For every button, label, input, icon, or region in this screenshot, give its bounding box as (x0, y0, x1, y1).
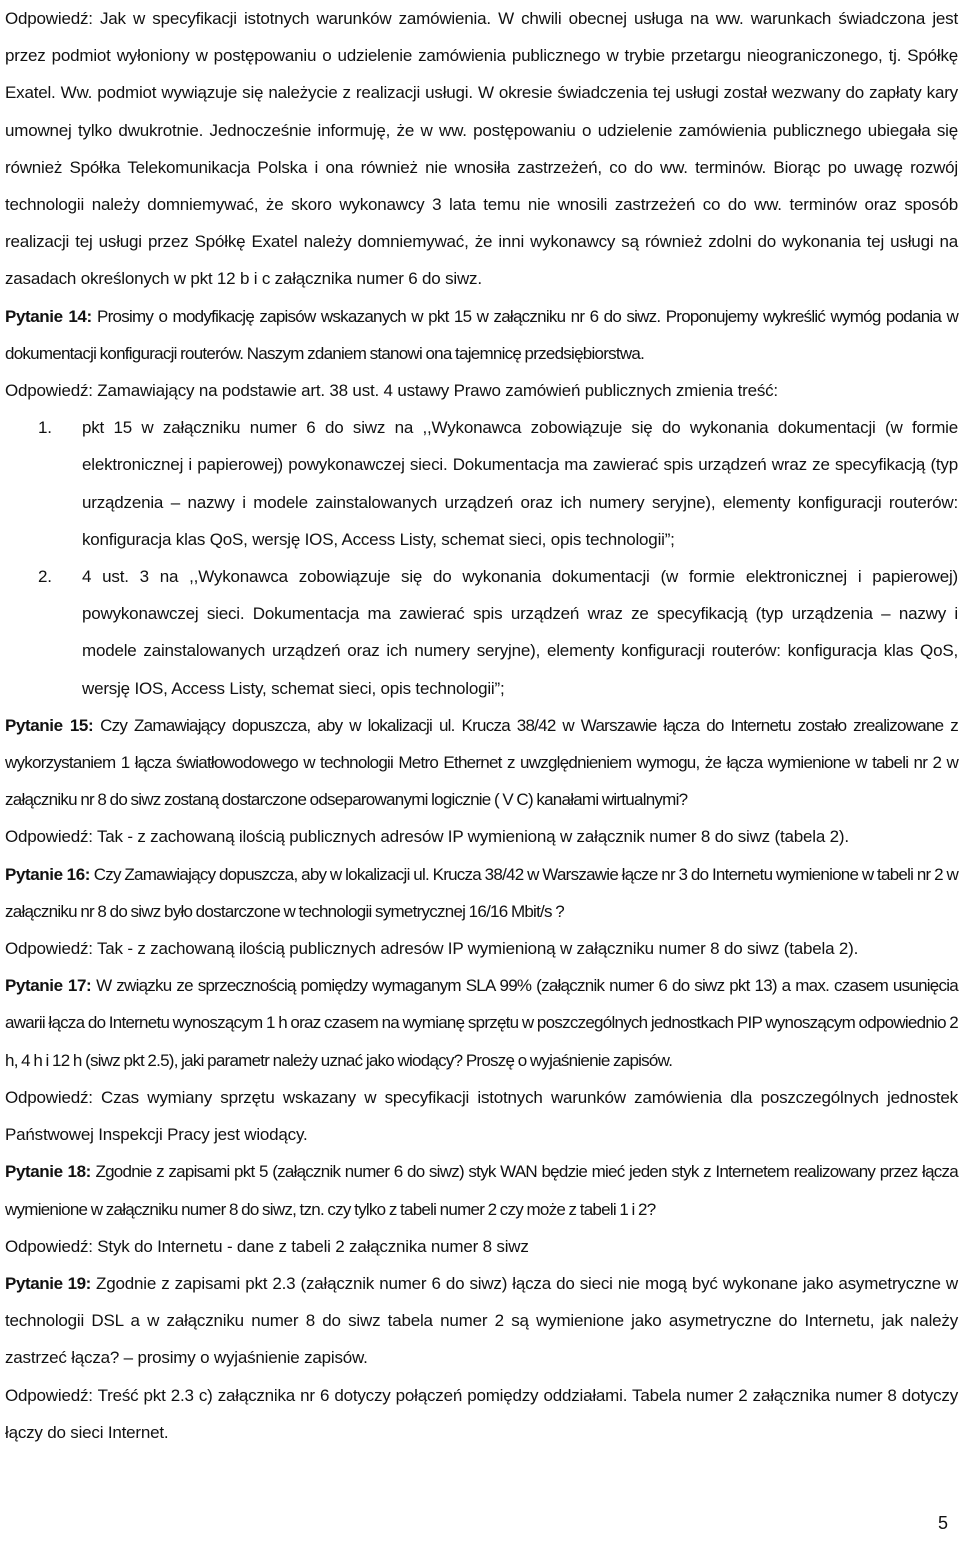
intro-answer-paragraph: Odpowiedź: Jak w specyfikacji istotnych warunków zamówienia. W chwili obecnej usługa na ww. warunkach świadczona jest przez podmiot wyłoniony w postępowaniu o udzielenie zamówienia publicznego w trybie przetargu nieograniczonego, tj. Spółkę Exatel. Ww. podmiot wywiązuje się należycie z realizacji usługi. W okresie świadczenia tej usługi został wezwany do zapłaty kary umownej tylko dwukrotnie. Jednocześnie informuję, że w ww. postępowaniu o udzielenie zamówienia publicznego ubiegała się również Spółka Telekomunikacja Polska i ona również nie wnosiła zastrzeżeń, co do ww. terminów. Biorąc po uwagę rozwój technologii należy domniemywać, że skoro wykonawcy 3 lata temu nie wnosili zastrzeżeń co do ww. terminów oraz sposób realizacji tej usługi przez Spółkę Exatel należy domniemywać, że inni wykonawcy są również zdolni do wykonania tej usługi na zasadach określonych w pkt 12 b i c załącznika numer 6 do siwz. (5, 9, 958, 289)
answer-14: Odpowiedź: Zamawiający na podstawie art. 38 ust. 4 ustawy Prawo zamówień publicznych zmienia treść: (5, 381, 778, 401)
question-15 (5, 707, 958, 819)
amendment-list-item-1 (5, 409, 958, 558)
answer-19: Odpowiedź: Treść pkt 2.3 c) załącznika nr 6 dotyczy połączeń pomiędzy oddziałami. Tabela numer 2 załącznika numer 8 dotyczy łączy do sieci Internet. (5, 1385, 958, 1442)
question-14 (5, 298, 958, 372)
list-number-2: 2. (38, 567, 52, 587)
question-15-text: Czy Zamawiający dopuszcza, aby w lokalizacji ul. Krucza 38/42 w Warszawie łącza do Internetu zostało zrealizowane z wykorzystaniem 1 łącza światłowodowego w technologii Metro Ethernet z uwzględnieniem wymogu, że łącza wymienione w tabeli nr 2 w załączniku nr 8 do siwz zostaną dostarczone odseparowanymi logicznie ( V C) kanałami wirtualnymi? (5, 715, 958, 810)
amendment-list-item-2 (5, 558, 958, 707)
page-number: 5 (937, 1513, 948, 1533)
answer-17: Odpowiedź: Czas wymiany sprzętu wskazany w specyfikacji istotnych warunków zamówienia dla poszczególnych jednostek Państwowej Inspekcji Pracy jest wiodący. (5, 1087, 958, 1145)
answer-15: Odpowiedź: Tak - z zachowaną ilością publicznych adresów IP wymienioną w załącznik numer 8 do siwz (tabela 2). (5, 827, 849, 847)
question-18 (5, 1153, 958, 1227)
question-19-label: Pytanie 19: (5, 1273, 91, 1293)
answer-16: Odpowiedź: Tak - z zachowaną ilością publicznych adresów IP wymienioną w załączniku numer 8 do siwz (tabela 2). (5, 939, 859, 959)
question-17-text: W związku ze sprzecznością pomiędzy wymaganym SLA 99% (załącznik numer 6 do siwz pkt 13) a max. czasem usunięcia awarii łącza do Internetu wynoszącym 1 h oraz czasem na wymianę sprzętu w poszczególnych jednostkach PIP wynoszącym odpowiednio 2 h, 4 h i 12 h (siwz pkt 2.5), jaki parametr należy uznać jako wiodący? Proszę o wyjaśnienie zapisów. (5, 976, 958, 1070)
question-18-label: Pytanie 18: (5, 1162, 91, 1182)
document-page (5, 0, 958, 1451)
question-16 (5, 856, 958, 930)
question-19 (5, 1265, 958, 1377)
question-16-label: Pytanie 16: (5, 864, 91, 884)
list-item-1-text: pkt 15 w załączniku numer 6 do siwz na ,,Wykonawca zobowiązuje się do wykonania dokumentacji (w formie elektronicznej i papierowej) powykonawczej sieci. Dokumentacja ma zawierać spis urządzeń wraz ze specyfikacją (typ urządzenia – nazwy i modele zainstalowanych urządzeń oraz ich numery seryjne), elementy konfiguracji routerów: konfiguracja klas QoS, wersję IOS, Access Listy, schemat sieci, opis technologii”; (82, 418, 958, 549)
question-14-label: Pytanie 14: (5, 306, 92, 326)
question-17-label: Pytanie 17: (5, 976, 92, 996)
question-16-text: Czy Zamawiający dopuszcza, aby w lokalizacji ul. Krucza 38/42 w Warszawie łącze nr 3 do Internetu wymienione w tabeli nr 2 w załączniku nr 8 do siwz było dostarczone w technologii symetrycznej 16/16 Mbit/s ? (5, 864, 958, 921)
question-19-text: Zgodnie z zapisami pkt 2.3 (załącznik numer 6 do siwz) łącza do sieci nie mogą być wykonane jako asymetryczne w technologii DSL a w załączniku numer 8 do siwz tabela numer 2 są wymienione jako asymetryczne do Internetu, jak należy zastrzeć łącza? – prosimy o wyjaśnienie zapisów. (5, 1273, 958, 1368)
answer-18: Odpowiedź: Styk do Internetu - dane z tabeli 2 załącznika numer 8 siwz (5, 1236, 529, 1256)
question-17 (5, 967, 958, 1079)
list-item-2-text: 4 ust. 3 na ,,Wykonawca zobowiązuje się do wykonania dokumentacji (w formie elektronicznej i papierowej) powykonawczej sieci. Dokumentacja ma zawierać spis urządzeń wraz ze specyfikacją (typ urządzenia – nazwy i modele zainstalowanych urządzeń oraz ich numery seryjne), elementy konfiguracji routerów: konfiguracja klas QoS, wersję IOS, Access Listy, schemat sieci, opis technologii”; (82, 567, 958, 698)
question-14-text: Prosimy o modyfikację zapisów wskazanych w pkt 15 w załączniku nr 6 do siwz. Proponujemy wykreślić wymóg podania w dokumentacji konfiguracji routerów. Naszym zdaniem stanowi ona tajemnicę przedsiębiorstwa. (5, 306, 958, 363)
question-18-text: Zgodnie z zapisami pkt 5 (załącznik numer 6 do siwz) styk WAN będzie mieć jeden styk z Internetem realizowany przez łącza wymienione w załączniku numer 8 do siwz, tzn. czy tylko z tabeli numer 2 czy może z tabeli 1 i 2? (5, 1162, 958, 1219)
list-number-1: 1. (38, 418, 52, 438)
question-15-label: Pytanie 15: (5, 715, 94, 735)
